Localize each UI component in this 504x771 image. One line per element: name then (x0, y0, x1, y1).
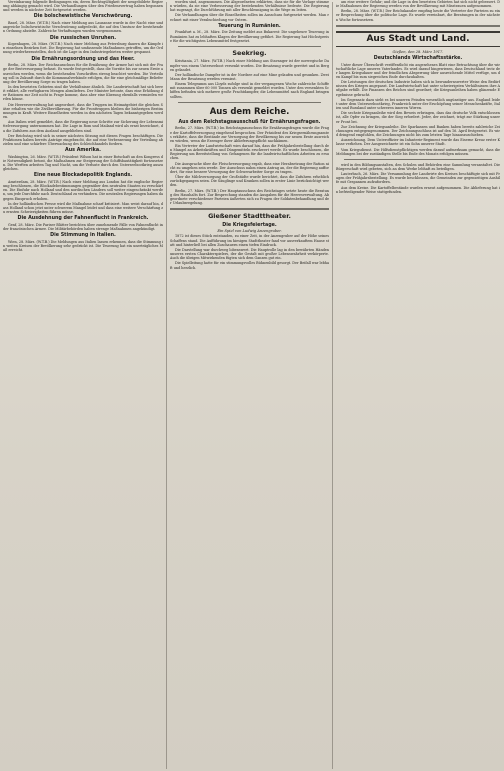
article-paragraph: Im Gegensatz dazu sieht es bei unseren Feinden wesentlich ungünstiger aus. England leidet unter dem Unterseebootkrieg, Frankreich unter der Erschöpfung seiner Menschenkräfte, Italien und Russland unter schweren inneren Wirren. (336, 97, 500, 111)
section-rule (336, 25, 500, 27)
article-paragraph: Lauterbach, 26. März. Die Versammlung der Landwirte des Kreises beschäftigte sich mit Fragen der Frühjahrsbestellung. Es wurde beschlossen, die Gemeinden zur gegenseitigen Aushilfe mit Gespannen aufzufordern. (336, 172, 500, 185)
article-paragraph: Die sechste Kriegsanleihe wird den Beweis erbringen, dass das deutsche Volk entschlossen ist, alle Opfer zu bringen, die der Sieg erfordert. Jeder, der zeichnet, trägt zur Stärkung unserer Front bei. (336, 111, 500, 124)
article-headline: Die Ausdehnung der Fahnenflucht in Frankreich. (17, 216, 149, 222)
article-paragraph: Genf, 28. März. Die Pariser Blätter berichten über zunehmende Fälle von Fahnenflucht in der französischen Armee. Die Militärbehörden haben strenge Maßnahmen angekündigt. (3, 222, 163, 231)
section-headline: Aus dem Reiche. (209, 106, 290, 117)
dateline: Gießen, den 28. März 1917. (392, 49, 444, 54)
article-paragraph: Washington, 26. März. (W.T.B.) Präsident Wilson hat in einer Botschaft an den Kongress die Notwendigkeit betont, die Maßnahmen zur Steigerung der Schiffsbautätigkeit fortzusetzen. Die Werften arbeiten Tag und Nacht, um die Verluste durch den Unterseebootkrieg auszugleichen. (3, 154, 163, 172)
section-rule (170, 208, 329, 210)
article-headline: Die Stimmung in Italien. (50, 233, 116, 239)
column-right (336, 0, 500, 771)
article-headline: Aus dem Reichstagsausschuß für Ernährungsfragen. (178, 119, 321, 125)
article-paragraph: Zur Zeichnung der Kriegsanleihe. Die Sparkassen und Banken haben bereits zahlreiche Zeichnungen entgegengenommen. Der Zeichnungsschluss ist auf den 16. April festgesetzt. Es wird dringend empfohlen, die Zeichnungen nicht bis zum letzten Tage hinauszuschieben. (336, 124, 500, 138)
section-rule (178, 46, 321, 47)
dateline: Ein Spiel von Ludwig Anzengruber. (217, 229, 282, 234)
article-paragraph: Über die Milchversorgung der Großstädte wurde berichtet, dass die Zufuhren erheblich zurückgegangen seien. Die Säuglinge und Kranken sollen in erster Linie berücksichtigt werden. (170, 175, 329, 188)
article-paragraph: Vereinbarung folgende Bedingungen ein, deren Rechtsgültigkeit der neugebildete Regierung abhängig gemacht wird. Die Verhandlungen über den Friedensvertrag haben begonnen und werden in nächster Zeit fortgesetzt werden. (3, 0, 163, 13)
article-paragraph: Kopenhagen, 28. März. (W.T.B.) Nach einer Meldung aus Petersburg dauern die Kämpfe in einzelnen Bezirken fort. Die Regierung hat umfassende Maßnahmen getroffen, um die Ordnung wiederherzustellen, doch ist die Lage in den Industriegebieten weiter gespannt. (3, 42, 163, 55)
section-rule (178, 102, 321, 103)
column-divider (332, 2, 333, 769)
article-paragraph: Berlin, 28. März. (W.T.B.) Der Reichskanzler empfing heute die Vertreter der Parteien zu einer Besprechung über die politische Lage. Es wurde vereinbart, die Beratungen in der nächsten Woche fortzusetzen. (336, 9, 500, 22)
article-headline: Die Kriegsfeiertage. (222, 222, 277, 228)
article-paragraph: Einem Telegramm aus Lloyds zufolge sind in der vergangenen Woche zahlreiche Schiffe mit zusammen über 60 000 Tonnen als versenkt gemeldet worden. Unter den versenkten Schiffen befinden sich mehrere große Frachtdampfer, die Lebensmittel nach England bringen sollten. (170, 82, 329, 99)
article-paragraph: Wien, 28. März. (W.T.B.) Die Meldungen aus Italien lassen erkennen, dass die Stimmung in weiten Kreisen der Bevölkerung sehr gedrückt ist. Die Teuerung hat ein unerträgliches Maß erreicht. (3, 239, 163, 253)
article-paragraph: Die Leistungen der deutschen Industrie haben sich in bewundernswerter Weise den Bedürfnissen des Krieges angepasst. Die Landwirtschaft hat unter schwierigsten Verhältnissen ihre Aufgabe erfüllt. Die Finanzen des Reiches sind geordnet; die Kriegsanleihen haben glänzende Ergebnisse gebracht. (336, 80, 500, 97)
article-paragraph: Frankfurt a. M., 28. März. Die Zeitung meldet aus Bukarest: Die ungeheure Teuerung in Rumänien hat zu lebhaften Klagen der Bevölkerung geführt. Die Regierung hat Höchstpreise für die wichtigsten Lebensmittel festgesetzt. (170, 30, 329, 43)
article-paragraph: Berlin, 28. März. Der Reichsausschuss für die Ernährung der Armee hat sich mit der Frage der Brotversorgung befasst. Es wurde festgestellt, dass die Vorräte bis zur neuen Ernte ausreichen werden, wenn die bestehenden Vorschriften streng beachtet werden. Die Verteilung soll in Zukunft durch die Kommunalverbände erfolgen, die für eine gleichmäßige Belieferung der Bevölkerung Sorge zu tragen haben. (3, 63, 163, 84)
article-paragraph: wird in den Bildungsanstalten, den Schulen und Behörden eine Sammlung veranstaltet. Die Bürgerschaft wird gebeten, sich an dem Werke lebhaft zu beteiligen. (336, 162, 500, 171)
column-divider (166, 2, 167, 769)
column-middle (170, 0, 329, 771)
article-headline: Die bolschewistische Verschwörung. (33, 14, 133, 20)
section-rule (344, 159, 492, 160)
article-paragraph: Der Reichstag wird sich in seiner nächsten Sitzung mit diesen Fragen beschäftigen. Die Fraktionen haben bereits Anträge eingebracht, die auf eine Verbesserung der Verteilung abzielen und eine schärfere Überwachung des Schleichhandels fordern. (3, 133, 163, 146)
article-paragraph: Unter dieser Überschrift veröffentlicht ein angesehenes Blatt eine Betrachtung über die wirtschaftliche Lage unseres Vaterlandes. Es wird darauf hingewiesen, dass Deutschland trotz der langen Kriegsdauer und der feindlichen Absperrung über ausreichende Mittel verfüge, um den Kampf bis zum siegreichen Ende durchzuhalten. (336, 62, 500, 79)
article-paragraph: 1872 ist dieses Stück entstanden, zu einer Zeit, in der Anzengruber auf der Höhe seines Schaffens stand. Die Aufführung im hiesigen Stadttheater fand vor ausverkauftem Hause statt und hinterließ bei allen Zuschauern einen tiefen Eindruck. (170, 234, 329, 247)
section-headline: Seekrieg. (232, 48, 267, 57)
article-paragraph: Die Spielleitung hatte für ein stimmungsvolles Bühnenbild gesorgt. Der Beifall war lebhaft und herzlich. (170, 261, 329, 270)
article-paragraph: Basel, 28. März. (W.T.B.) Nach einer Meldung aus Lausanne wurde in der Nacht eine umfangreiche bolschewistische Verschwörung aufgedeckt, die auf den Umsturz der bestehenden Ordnung abzielte. Zahlreiche Verhaftungen wurden vorgenommen. (3, 21, 163, 34)
article-paragraph: Die Verhandlungen über die Einzelheiten sollen im Ausschuss fortgesetzt werden. Man rechnet mit einer Verabschiedung vor Ostern. (170, 13, 329, 22)
article-paragraph: In der holländischen Presse wird die Maßnahme scharf kritisiert. Man weist darauf hin, dass Holland schon jetzt unter schwerem Mangel leidet und dass eine weitere Verschärfung zu ernsten Schwierigkeiten führen müsse. (3, 201, 163, 215)
article-paragraph: Auszeichnung. Dem Unteroffizier im Infanterie-Regiment wurde das Eiserne Kreuz erster Klasse verliehen. Der Ausgezeichnete ist ein Sohn unserer Stadt. (336, 138, 500, 147)
article-paragraph: Der holländische Dampfer ist in der Nordsee auf eine Mine gelaufen und gesunken. Zwei Mann der Besatzung werden vermisst. (170, 72, 329, 81)
article-paragraph: Die Heeresverwaltung hat angeordnet, dass die Truppen im Heimatgebiet die gleichen Sätze erhalten wie die Zivilbevölkerung. Für die Fronttruppen bleiben die bisherigen Bestimmungen in Kraft. Weitere Einzelheiten werden in den nächsten Tagen bekanntgegeben werden. (3, 102, 163, 120)
article-headline: Die Ernährungsordnung und das Heer. (31, 56, 135, 62)
article-headline: Teuerung in Rumänien. (218, 23, 281, 29)
article-paragraph: Aus dem Kreise. Die Kartoffelbestände wurden erneut aufgenommen. Die Ablieferung hat in befriedigender Weise stattgefunden. (336, 185, 500, 194)
section-banner: Aus Stadt und Land. (336, 31, 500, 47)
article-headline: Eine neue Blockadepolitik Englands. (33, 173, 133, 179)
article-paragraph: In den besetzten Gebieten sind die Verhältnisse ähnlich. Die Landwirtschaft hat sich bereit erklärt, alle verfügbaren Mengen abzuliefern. Der Minister betonte, dass eine Erhöhung der Rationen zur Zeit nicht in Frage komme, dass aber eine Kürzung ebenfalls vermieden werden könne. (3, 84, 163, 102)
article-paragraph: am eine weitere Gefahr; und die Lage in den besetzten Gebieten hat sich nicht gebessert. Die Maßnahmen der Regierung werden von der Bevölkerung mit Misstrauen aufgenommen. (336, 0, 500, 9)
section-headline: Gießener Stadttheater. (208, 212, 291, 221)
article-paragraph: Die Aussprache über die Fleischversorgung ergab, dass eine Herabsetzung der Ration nicht zu umgehen sein werde. Der Ausschuss nahm einen Antrag an, der die Regierung auffordert, für eine bessere Versorgung der Schwerarbeiter Sorge zu tragen. (170, 161, 329, 174)
article-paragraph: Vom Kriegsdienst. Die Hilfsdienstpflichtigen werden darauf aufmerksam gemacht, dass die Meldungen bei der zuständigen Stelle bis Ende des Monats erfolgen müssen. (336, 147, 500, 156)
article-paragraph: Kristiania, 27. März. (W.T.B.) Nach einer Meldung aus Stavanger ist der norwegische Dampfer von einem Unterseeboot versenkt worden. Die Besatzung wurde gerettet und in Bergen gelandet. (170, 59, 329, 72)
column-left (3, 0, 163, 771)
article-paragraph: Amsterdam, 28. März. (W.T.B.) Nach einer Meldung aus London hat die englische Regierung beschlossen, die Blockadebestimmungen gegenüber den neutralen Staaten zu verschärfen. Die Einfuhr nach Holland und den nordischen Ländern soll weiter eingeschränkt werden, um jede Durchfuhr nach Deutschland zu verhindern. Die neutralen Regierungen haben dagegen Einspruch erhoben. (3, 179, 163, 201)
article-paragraph: Die Darstellung war durchweg lobenswert. Die Hauptrolle lag in den bewährten Händen unseres ersten Charakterspielers, der die Gestalt mit großer Lebenswahrheit verkörperte. Auch die übrigen Mitwirkenden fügten sich dem Ganzen gut ein. (170, 247, 329, 261)
article-headline: Aus Amerika. (65, 148, 101, 154)
article-paragraph: worden sind, angenommen. Die Abgeordneten erklärten, dass sie für die Vorlage stimmen würden, da sie eine Verbesserung der bestehenden Verhältnisse bedeute. Die Regierung hat zugesagt, die Durchführung mit aller Beschleunigung in die Wege zu leiten. (170, 0, 329, 13)
article-headline: Die russischen Unruhen. (49, 35, 117, 41)
article-paragraph: Berlin, 27. März. (W.T.B.) Im Reichstagsausschuss für Ernährungsfragen wurde die Frage der Kartoffelversorgung eingehend besprochen. Der Präsident des Kriegsernährungsamtes erklärte, dass die Bestände zur Versorgung der Bevölkerung bis zur neuen Ernte ausreichen würden, wenn die Erzeuger ihrer Ablieferungspflicht nachkämen. (170, 126, 329, 143)
article-headline: Deutschlands Wirtschaftsstärke. (373, 55, 463, 61)
article-paragraph: Berlin, 27. März. (W.T.B.) Der Hauptausschuss des Reichstages setzte heute die Beratung des Haushalts fort. Zur Besprechung standen die Ausgaben für die Heeresverwaltung. Abgeordnete verschiedener Parteien äußerten sich zu Fragen der Soldatenbehandlung und der Urlaubsregelung. (170, 188, 329, 205)
article-paragraph: Aus Italien wird gemeldet, dass die Regierung neue Schritte zur Sicherung der Lebensmittelversorgung unternommen hat. Die Lage in Rom und Mailand wird als ernst bezeichnet, da die Zufuhren aus dem Ausland ausgeblieben sind. (3, 120, 163, 133)
article-paragraph: Ein Vertreter der Landwirtschaft wies darauf hin, dass die Frühjahrsbestellung durch den Mangel an Arbeitskräften und Düngemitteln erschwert werde. Es wurde beschlossen, die Regierung um Bereitstellung von Gefangenen für die landwirtschaftlichen Arbeiten zu ersuchen. (170, 143, 329, 161)
